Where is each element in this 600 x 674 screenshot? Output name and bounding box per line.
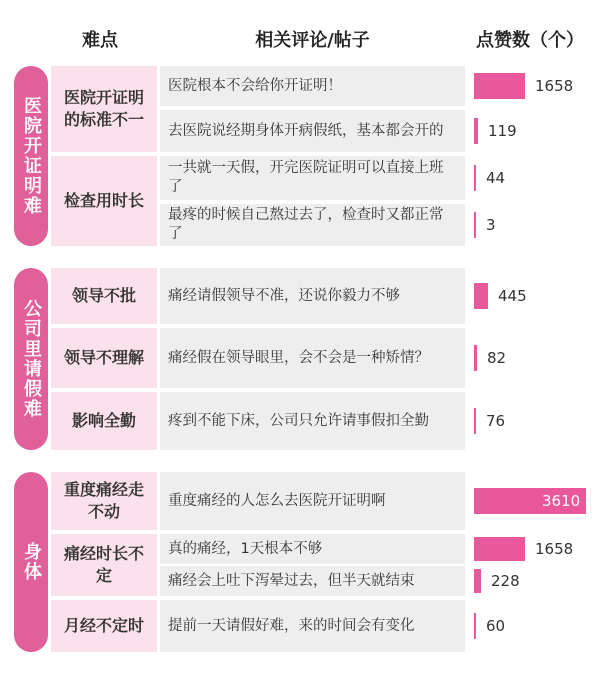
comment-cell: 去医院说经期身体开病假纸，基本都会开的 xyxy=(160,110,465,152)
likes-bar xyxy=(474,212,476,238)
likes-bar xyxy=(474,537,525,561)
likes-bar xyxy=(474,408,476,434)
likes-value: 60 xyxy=(486,617,506,635)
likes-cell xyxy=(470,566,590,596)
likes-cell xyxy=(470,600,590,652)
likes-cell xyxy=(470,204,590,246)
likes-cell xyxy=(470,66,590,106)
likes-cell xyxy=(470,534,590,564)
likes-cell xyxy=(470,472,590,530)
difficulty-cell: 医院开证明的标准不一 xyxy=(51,66,157,152)
category-hospital-certificate: 医院开证明难 xyxy=(14,66,48,246)
comment-cell: 医院根本不会给你开证明！ xyxy=(160,66,465,106)
comment-cell: 疼到不能下床，公司只允许请事假扣全勤 xyxy=(160,392,465,450)
comment-cell: 最疼的时候自己熬过去了，检查时又都正常了 xyxy=(160,204,465,246)
likes-value: 3610 xyxy=(542,492,581,510)
likes-bar xyxy=(474,165,476,191)
header-likes: 点赞数（个） xyxy=(476,30,584,51)
difficulty-cell: 检查用时长 xyxy=(51,156,157,246)
likes-cell xyxy=(470,110,590,152)
comment-cell: 痛经会上吐下泻晕过去，但半天就结束 xyxy=(160,566,465,596)
likes-cell xyxy=(470,268,590,324)
likes-value: 228 xyxy=(491,572,520,590)
likes-bar xyxy=(474,569,481,593)
likes-value: 1658 xyxy=(535,540,574,558)
likes-bar xyxy=(474,118,478,144)
category-body: 身体 xyxy=(14,472,48,652)
likes-value: 1658 xyxy=(535,77,574,95)
likes-value: 119 xyxy=(488,122,517,140)
difficulty-cell: 重度痛经走不动 xyxy=(51,472,157,530)
likes-value: 445 xyxy=(498,287,527,305)
comment-cell: 痛经请假领导不准，还说你毅力不够 xyxy=(160,268,465,324)
difficulty-cell: 领导不批 xyxy=(51,268,157,324)
likes-bar xyxy=(474,283,488,309)
header-difficulty: 难点 xyxy=(82,30,118,51)
likes-value: 82 xyxy=(487,349,507,367)
comment-cell: 真的痛经，1天根本不够 xyxy=(160,534,465,564)
comment-cell: 痛经假在领导眼里，会不会是一种矫情？ xyxy=(160,328,465,388)
header-comment: 相关评论/帖子 xyxy=(255,30,370,51)
difficulty-cell: 痛经时长不定 xyxy=(51,534,157,596)
category-company-leave: 公司里请假难 xyxy=(14,268,48,450)
comment-cell: 重度痛经的人怎么去医院开证明啊 xyxy=(160,472,465,530)
likes-value: 44 xyxy=(486,169,506,187)
comment-cell: 提前一天请假好难，来的时间会有变化 xyxy=(160,600,465,652)
difficulty-cell: 月经不定时 xyxy=(51,600,157,652)
comment-cell: 一共就一天假，开完医院证明可以直接上班了 xyxy=(160,156,465,200)
likes-cell xyxy=(470,156,590,200)
difficulty-cell: 领导不理解 xyxy=(51,328,157,388)
likes-cell xyxy=(470,392,590,450)
likes-cell xyxy=(470,328,590,388)
likes-bar xyxy=(474,73,525,99)
likes-value: 76 xyxy=(486,412,506,430)
likes-bar xyxy=(474,613,476,639)
likes-value: 3 xyxy=(486,216,496,234)
likes-bar xyxy=(474,345,477,371)
difficulty-cell: 影响全勤 xyxy=(51,392,157,450)
